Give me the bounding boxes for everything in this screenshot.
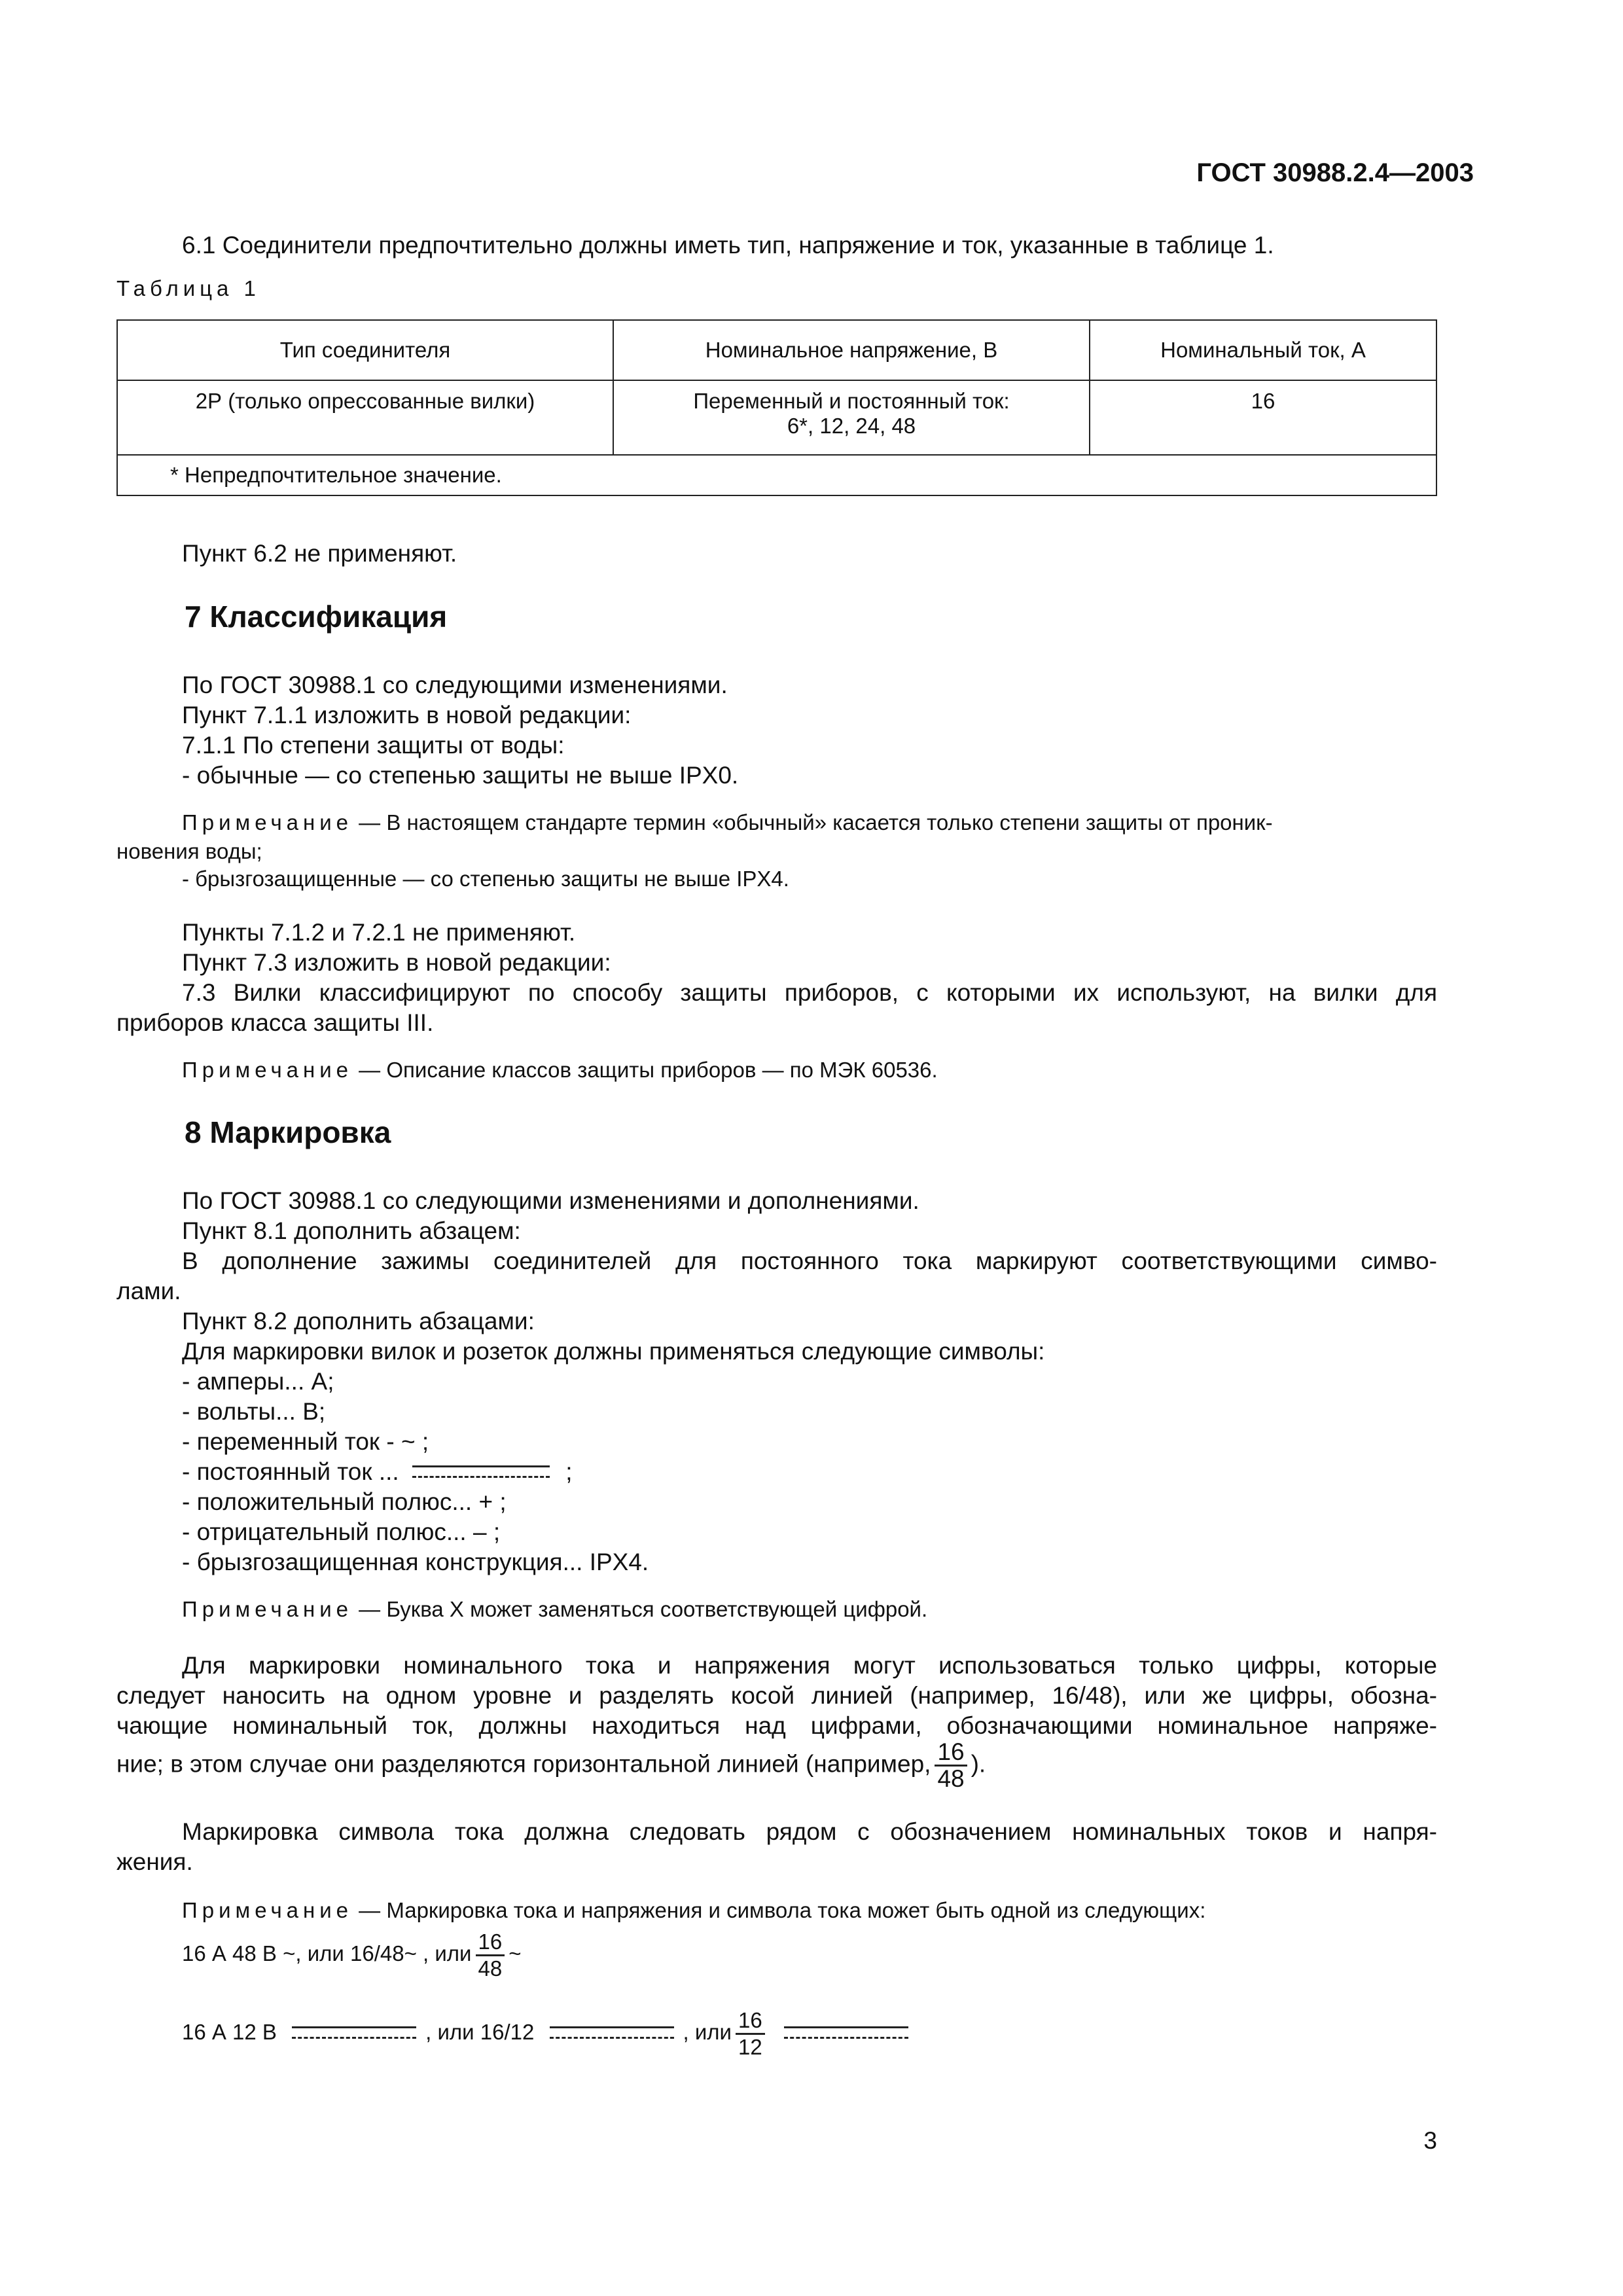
note-label: Примечание (182, 1058, 353, 1082)
table-header-type: Тип соединителя (117, 320, 613, 380)
s8-line-3a: В дополнение зажимы соединителей для постоянного тока маркируют соответствующими симво- (182, 1247, 1437, 1274)
table-cell-voltage-line2: 6*, 12, 24, 48 (787, 414, 916, 438)
s7-note-2 (182, 1056, 938, 1084)
fraction-denominator: 48 (478, 1956, 503, 1981)
list-item-dc-label: - постоянный ток ... (182, 1458, 399, 1485)
clause-6-1: 6.1 Соединители предпочтительно должны иметь тип, напряжение и ток, указанные в таблице 1. (182, 232, 1274, 259)
fraction-denominator: 12 (738, 2035, 762, 2059)
s8-para-2a: Маркировка символа тока должна следовать рядом с обозначением номинальных токов и напря- (182, 1818, 1437, 1845)
s7-note-1-line-a (182, 809, 1273, 836)
table-1 (116, 319, 1437, 496)
table-cell-type: 2Р (только опрессованные вилки) (117, 380, 613, 455)
note-label: Примечание (182, 1898, 353, 1922)
standard-header: ГОСТ 30988.2.4—2003 (1196, 158, 1474, 187)
fraction-numerator: 16 (736, 2008, 765, 2035)
example-dc-text-2: , или 16/12 (425, 2020, 535, 2045)
fraction-numerator: 16 (476, 1929, 505, 1956)
s7-note-1-line-c: - брызгозащищенные — со степенью защиты не выше IPX4. (182, 867, 789, 891)
list-item-ac: - переменный ток - ~ ; (182, 1428, 429, 1455)
section-8-heading: 8 Маркировка (185, 1115, 391, 1149)
s8-line-4: Пункт 8.2 дополнить абзацами: (182, 1308, 535, 1335)
s8-para-1d (116, 1740, 986, 1791)
note-label: Примечание (182, 810, 353, 834)
s7-line-3: 7.1.1 По степени защиты от воды: (182, 732, 565, 759)
s7-line-7a: 7.3 Вилки классифицируют по способу защиты приборов, с которыми их используют, на вилки для (182, 979, 1437, 1006)
table-cell-voltage-line1: Переменный и постоянный ток: (693, 389, 1010, 413)
fraction-16-12 (736, 2008, 765, 2060)
note-text: — Маркировка тока и напряжения и символа тока может быть одной из следующих: (353, 1898, 1206, 1922)
table-cell-current: 16 (1090, 380, 1436, 455)
fraction-16-48 (935, 1740, 967, 1791)
s8-note-4 (182, 1897, 1205, 1924)
table-cell-voltage (613, 380, 1090, 455)
s8-para-1d-text: ние; в этом случае они разделяются горизонтальной линией (например, (116, 1750, 931, 1778)
list-item-volts: - вольты... В; (182, 1398, 326, 1425)
table-footnote: * Непредпочтительное значение. (117, 455, 1436, 495)
s8-para-1d-end: ). (971, 1750, 986, 1778)
list-item-dc (182, 1457, 573, 1487)
note-text: — Описание классов защиты приборов — по МЭК 60536. (353, 1058, 938, 1082)
dc-symbol-icon (292, 2021, 416, 2047)
dc-symbol-icon (412, 1460, 550, 1486)
s8-para-1a: Для маркировки номинального тока и напряжения могут использоваться только цифры, которые (182, 1652, 1437, 1679)
s8-line-2: Пункт 8.1 дополнить абзацем: (182, 1217, 521, 1244)
s7-line-2: Пункт 7.1.1 изложить в новой редакции: (182, 702, 632, 728)
example-ac-text: 16 А 48 В ~, или 16/48~ , или (182, 1941, 472, 1966)
table-header-current: Номинальный ток, А (1090, 320, 1436, 380)
note-label: Примечание (182, 1597, 353, 1621)
s7-line-6: Пункт 7.3 изложить в новой редакции: (182, 949, 611, 976)
s8-para-1b: следует наносить на одном уровне и разделять косой линией (например, 16/48), или же цифры, обозна- (116, 1682, 1437, 1709)
ac-tilde: ~ (508, 1941, 522, 1966)
list-item-amperes: - амперы... А; (182, 1368, 334, 1395)
s8-line-5: Для маркировки вилок и розеток должны применяться следующие символы: (182, 1338, 1045, 1365)
s8-para-2b: жения. (116, 1848, 193, 1875)
s7-note-1-line-b: новения воды; (116, 839, 262, 863)
s7-line-7b: приборов класса защиты III. (116, 1009, 434, 1036)
example-dc-text-1: 16 А 12 В (182, 2020, 277, 2045)
s7-line-5: Пункты 7.1.2 и 7.2.1 не применяют. (182, 919, 576, 946)
s8-note-3 (182, 1596, 927, 1623)
table-header-voltage: Номинальное напряжение, В (613, 320, 1090, 380)
s7-line-1: По ГОСТ 30988.1 со следующими изменениями. (182, 672, 728, 698)
fraction-16-48-example (476, 1929, 505, 1981)
dc-suffix: ; (565, 1458, 573, 1485)
table-caption: Таблица 1 (116, 276, 260, 300)
page-number: 3 (1423, 2127, 1437, 2154)
clause-6-2-note: Пункт 6.2 не применяют. (182, 540, 457, 567)
note-text: — В настоящем стандарте термин «обычный» касается только степени защиты от проник- (353, 810, 1273, 834)
section-7-heading: 7 Классификация (185, 600, 448, 634)
example-ac (182, 1929, 522, 1981)
example-dc (182, 2008, 908, 2060)
s8-para-1c: чающие номинальный ток, должны находиться над цифрами, обозначающими номинальное напряже- (116, 1712, 1437, 1739)
example-dc-text-3: , или (683, 2020, 732, 2045)
fraction-numerator: 16 (935, 1740, 967, 1767)
list-item-negative: - отрицательный полюс... – ; (182, 1518, 501, 1545)
s8-line-1: По ГОСТ 30988.1 со следующими изменениями и дополнениями. (182, 1187, 919, 1214)
list-item-ipx4: - брызгозащищенная конструкция... IPX4. (182, 1549, 649, 1575)
fraction-denominator: 48 (937, 1765, 965, 1792)
s8-line-3b: лами. (116, 1278, 181, 1304)
dc-symbol-icon (784, 2021, 908, 2047)
list-item-positive: - положительный полюс... + ; (182, 1488, 507, 1515)
dc-symbol-icon (550, 2021, 674, 2047)
note-text: — Буква Х может заменяться соответствующей цифрой. (353, 1597, 928, 1621)
s7-line-4: - обычные — со степенью защиты не выше IPX0. (182, 762, 739, 789)
